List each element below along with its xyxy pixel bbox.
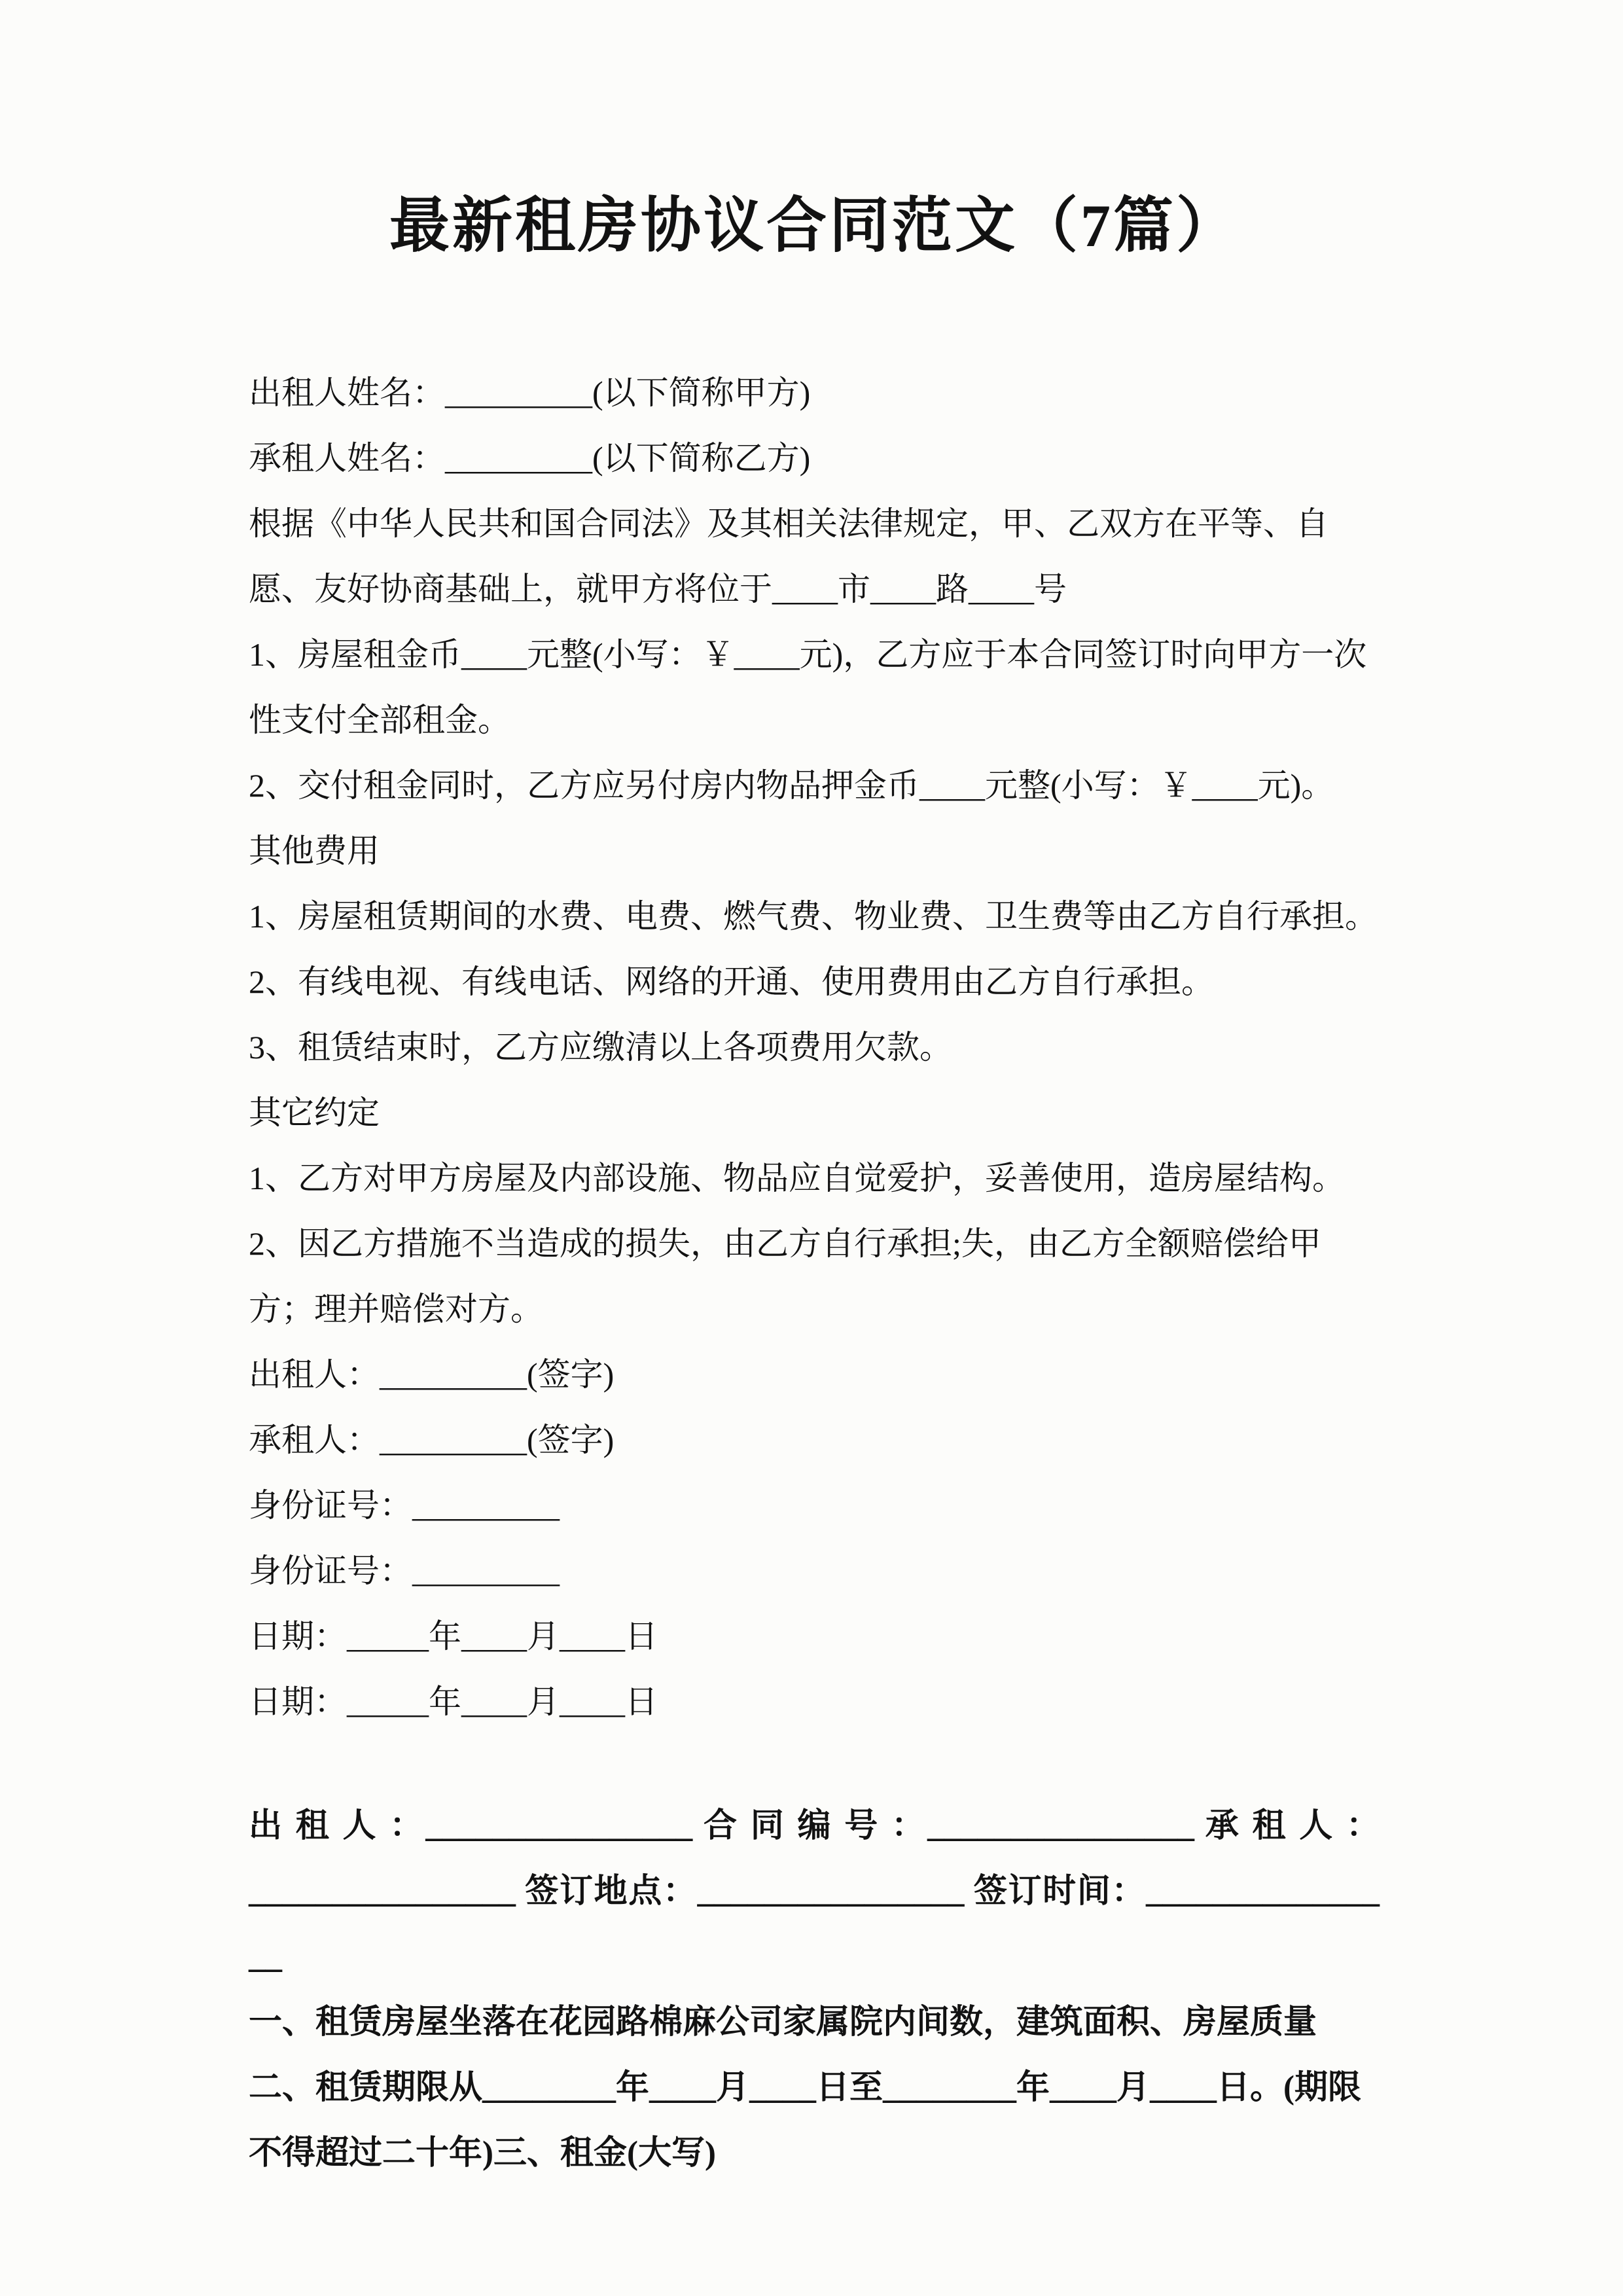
paragraph: 出租人姓名：_________(以下简称甲方): [249, 374, 811, 412]
paragraph: 1、房屋租金币____元整(小写：￥____元)，乙方应于本合同签订时向甲方一次性支付全部租金。: [249, 636, 1367, 739]
paragraph: 2、因乙方措施不当造成的损失，由乙方自行承担;失，由乙方全额赔偿给甲方；理并赔偿对方。: [249, 1225, 1321, 1328]
date-line: 日期：_____年____月____日: [249, 1618, 658, 1655]
contract-footer-section: [249, 1793, 1380, 2186]
paragraph: 3、租赁结束时，乙方应缴清以上各项费用欠款。: [249, 1029, 952, 1066]
section-heading: 其他费用: [249, 833, 380, 870]
footer-line: 二、租赁期限从________年____月____日至________年____月____日。(期限不得超过二十年)三、租金(大写): [249, 2070, 1361, 2172]
signature-line: 承租人：_________(签字): [249, 1422, 615, 1459]
paragraph: 根据《中华人民共和国合同法》及其相关法律规定，甲、乙双方在平等、自愿、友好协商基础上，就甲方将位于____市____路____号: [249, 505, 1329, 608]
paragraph: 1、乙方对甲方房屋及内部设施、物品应自觉爱护，妥善使用，造房屋结构。: [249, 1160, 1345, 1197]
signature-line: 出租人：_________(签字): [249, 1356, 615, 1393]
document-title: 最新租房协议合同范文（7篇）: [389, 192, 1239, 259]
paragraph: 2、交付租金同时，乙方应另付房内物品押金币____元整(小写：￥____元)。: [249, 767, 1334, 804]
footer-line: 一、租赁房屋坐落在花园路棉麻公司家属院内间数，建筑面积、房屋质量: [249, 2004, 1317, 2041]
date-line: 日期：_____年____月____日: [249, 1683, 658, 1721]
footer-line: ________________ 签订地点：________________ 签订时间：________________: [249, 1873, 1380, 1976]
paragraph: 1、房屋租赁期间的水费、电费、燃气费、物业费、卫生费等由乙方自行承担。: [249, 898, 1378, 935]
section-heading: 其它约定: [249, 1094, 380, 1132]
id-number-line: 身份证号：_________: [249, 1487, 560, 1524]
paragraph: 2、有线电视、有线电话、网络的开通、使用费用由乙方自行承担。: [249, 963, 1214, 1001]
document-body: [249, 360, 1380, 1734]
id-number-line: 身份证号：_________: [249, 1552, 560, 1590]
paragraph: 承租人姓名：_________(以下简称乙方): [249, 440, 811, 477]
footer-line: 出 租 人 ：________________ 合 同 编 号 ：________________ 承 租 人 ：: [249, 1808, 1380, 1845]
